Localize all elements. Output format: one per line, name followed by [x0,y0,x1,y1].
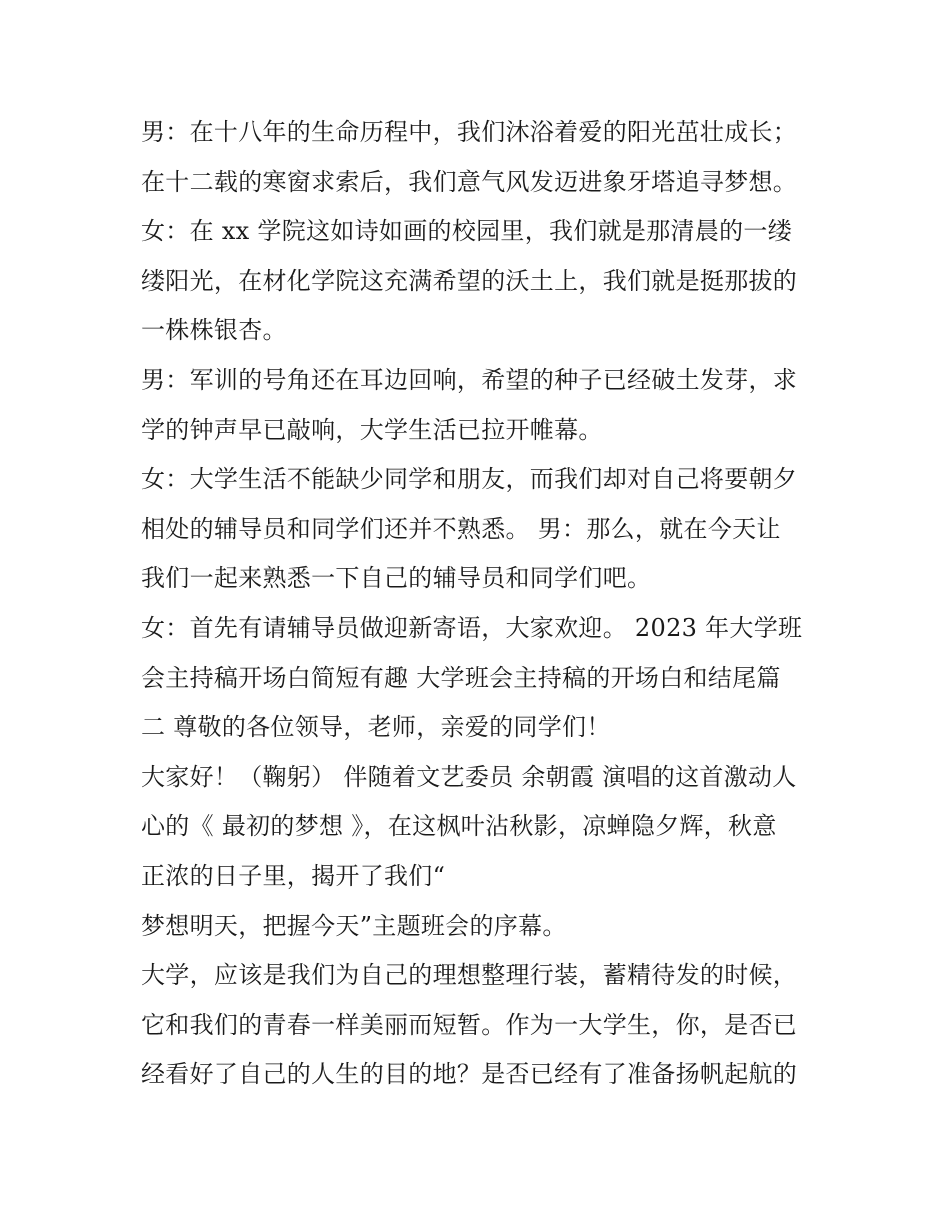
text-line: 它和我们的青春一样美丽而短暂。作为一大学生，你，是否已 [141,1010,798,1039]
document-body [141,108,821,1100]
text-line: 男：在十八年的生命历程中，我们沐浴着爱的阳光茁壮成长； [141,118,798,146]
text-line: 心的《 最初的梦想 》，在这枫叶沾秋影，凉蝉隐夕辉，秋意 [141,812,777,841]
text-line: 学的钟声早已敲响，大学生活已拉开帷幕。 [141,415,603,444]
text-line: 女：首先有请辅导员做迎新寄语，大家欢迎。 2023 年大学班 [141,613,803,642]
text-line: 大学，应该是我们为自己的理想整理行装，蓄精待发的时候， [141,961,798,990]
text-line: 我们一起来熟悉一下自己的辅导员和同学们吧。 [141,564,652,593]
text-line: 会主持稿开场白简短有趣 大学班会主持稿的开场白和结尾篇 [141,663,781,692]
text-line: 相处的辅导员和同学们还并不熟悉。 男：那么，就在今天让 [141,514,781,543]
text-line: 在十二载的寒窗求索后，我们意气风发迈进象牙塔追寻梦想。 [141,167,798,196]
text-line: 正浓的日子里，揭开了我们“ [141,861,446,890]
text-line: 二 尊敬的各位领导，老师，亲爱的同学们！ [141,713,611,742]
text-line: 女：大学生活不能缺少同学和朋友，而我们却对自己将要朝夕 [141,465,798,494]
text-line: 一株株银杏。 [141,316,287,345]
text-line: 梦想明天，把握今天”主题班会的序幕。 [141,911,567,940]
text-line: 经看好了自己的人生的目的地？是否已经有了准备扬帆起航的 [141,1060,798,1089]
text-line: 大家好！（鞠躬） 伴随着文艺委员 余朝霞 演唱的这首激动人 [141,762,797,791]
text-line: 缕阳光，在材化学院这充满希望的沃土上，我们就是挺那拔的 [141,266,798,295]
text-line: 男：军训的号角还在耳边回响，希望的种子已经破土发芽，求 [141,365,798,394]
text-line: 女：在 xx 学院这如诗如画的校园里，我们就是那清晨的一缕 [141,217,793,246]
